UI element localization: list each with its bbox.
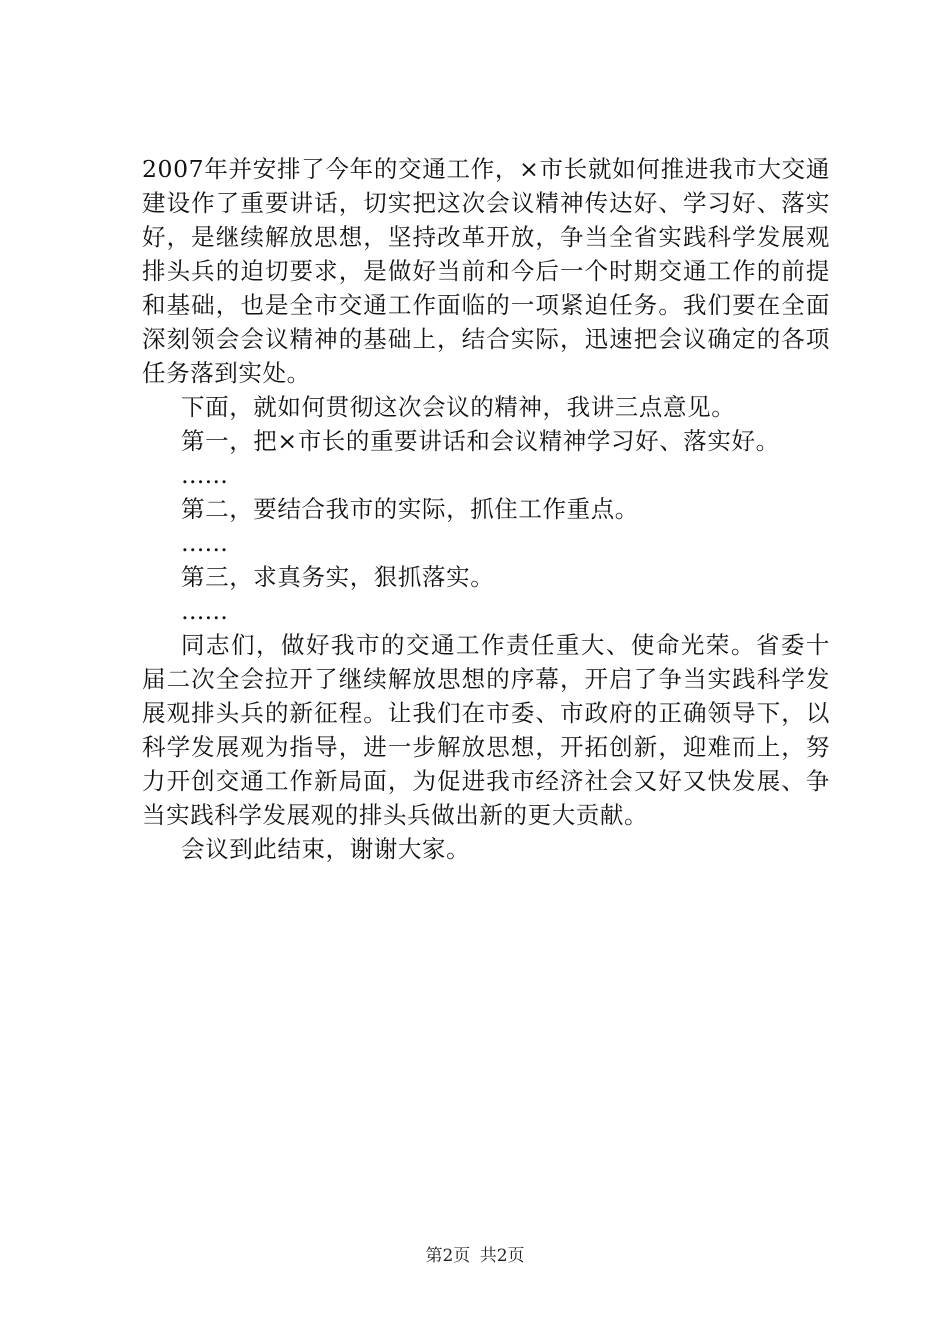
ellipsis-two: …… (181, 529, 228, 557)
paragraph-point-one: 第一，把×市长的重要讲话和会议精神学习好、落实好。 (181, 427, 780, 455)
page-number: 第2页 (425, 1246, 471, 1266)
paragraph-conclusion: 同志们，做好我市的交通工作责任重大、使命光荣。省委十届二次全会拉开了继续解放思想的序幕，开启了争当实践科学发展观排头兵的新征程。让我们在市委、市政府的正确领导下，以科学发展观为指导，进一步解放思想，开拓创新，迎难而上，努力开创交通工作新局面，为促进我市经济社会又好又快发展、争当实践科学发展观的排头兵做出新的更大贡献。 (142, 631, 830, 829)
page-total: 共2页 (479, 1246, 525, 1266)
paragraph-intro: 下面，就如何贯彻这次会议的精神，我讲三点意见。 (181, 393, 736, 421)
paragraph-continuation: 2007年并安排了今年的交通工作，×市长就如何推进我市大交通建设作了重要讲话，切实把这次会议精神传达好、学习好、落实好，是继续解放思想，坚持改革开放，争当全省实践科学发展观排头兵的迫切要求，是做好当前和今后一个时期交通工作的前提和基础，也是全市交通工作面临的一项紧迫任务。我们要在全面深刻领会会议精神的基础上，结合实际，迅速把会议确定的各项任务落到实处。 (142, 155, 830, 387)
ellipsis-one: …… (181, 461, 228, 489)
document-body (142, 152, 830, 866)
ellipsis-three: …… (181, 597, 228, 625)
page-footer (0, 1244, 950, 1268)
paragraph-point-two: 第二，要结合我市的实际，抓住工作重点。 (181, 495, 639, 523)
paragraph-point-three: 第三，求真务实，狠抓落实。 (181, 563, 495, 591)
paragraph-closing: 会议到此结束，谢谢大家。 (181, 835, 471, 863)
